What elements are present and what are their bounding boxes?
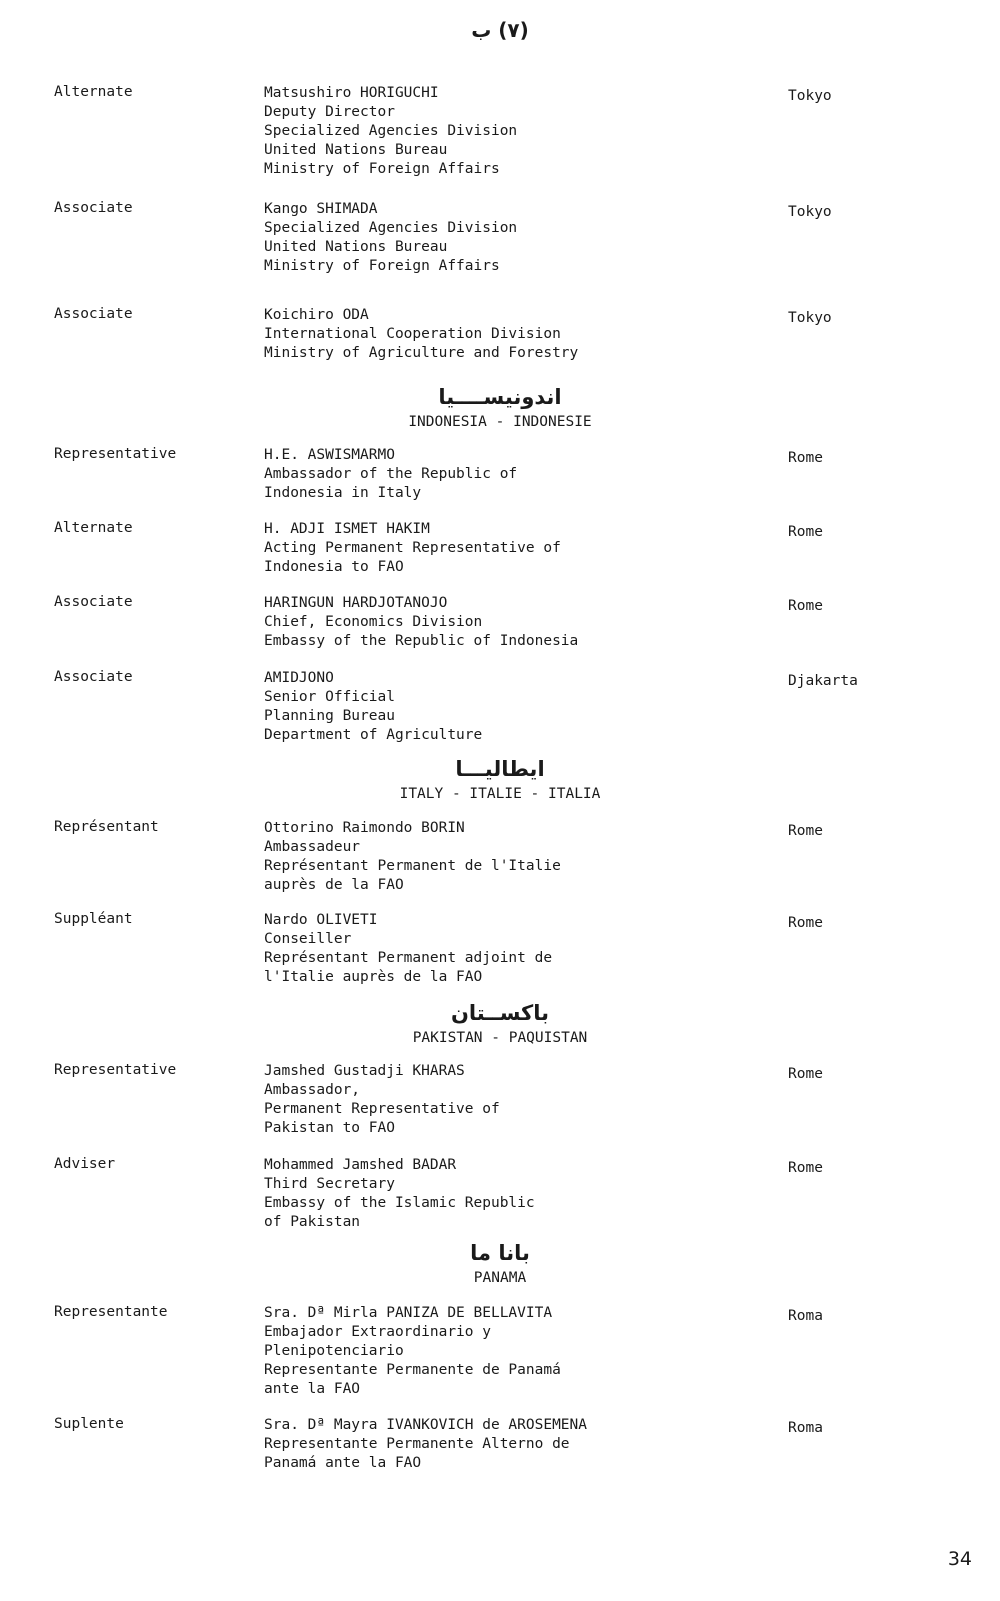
delegate-line: Department of Agriculture (264, 727, 483, 743)
delegate-line: Pakistan to FAO (264, 1120, 395, 1136)
delegate-city: Djakarta (788, 673, 858, 689)
delegate-role: Associate (54, 200, 133, 216)
delegate-details (264, 200, 517, 276)
delegate-details (264, 669, 482, 745)
delegate-details (264, 306, 578, 363)
delegate-name: Ottorino Raimondo BORIN (264, 820, 465, 836)
delegate-line: auprès de la FAO (264, 877, 404, 893)
delegate-name: AMIDJONO (264, 670, 334, 686)
delegate-line: Acting Permanent Representative of (264, 540, 561, 556)
delegate-line: Specialized Agencies Division (264, 123, 518, 139)
delegate-line: Représentant Permanent adjoint de (264, 950, 553, 966)
country-arabic-name: بانا ما (470, 1241, 530, 1265)
delegate-line: Ambassador, (264, 1082, 361, 1098)
delegate-line: Panamá ante la FAO (264, 1455, 422, 1471)
delegate-name: H. ADJI ISMET HAKIM (264, 521, 430, 537)
delegate-line: ante la FAO (264, 1381, 361, 1397)
delegate-city: Rome (788, 450, 823, 466)
country-arabic-name: اندونيســــيا (438, 385, 562, 409)
delegate-city: Rome (788, 915, 823, 931)
delegate-line: Embajador Extraordinario y (264, 1324, 491, 1340)
delegate-line: Conseiller (264, 931, 352, 947)
delegate-line: Senior Official (264, 689, 395, 705)
delegate-line: United Nations Bureau (264, 142, 448, 158)
delegate-line: Representante Permanente de Panamá (264, 1362, 561, 1378)
country-heading-indonesia (0, 384, 1000, 430)
delegate-line: Ministry of Foreign Affairs (264, 161, 500, 177)
delegate-line: Indonesia to FAO (264, 559, 404, 575)
delegate-role: Representative (54, 1062, 177, 1078)
country-heading-panama (0, 1240, 1000, 1286)
delegate-name: H.E. ASWISMARMO (264, 447, 395, 463)
delegate-name: Sra. Dª Mayra IVANKOVICH de AROSEMENA (264, 1417, 588, 1433)
delegate-line: Embassy of the Republic of Indonesia (264, 633, 579, 649)
delegate-line: Ambassador of the Republic of (264, 466, 518, 482)
delegate-details (264, 594, 578, 651)
delegate-line: Permanent Representative of (264, 1101, 500, 1117)
delegate-details (264, 1304, 561, 1399)
country-name: INDONESIA - INDONESIE (408, 414, 592, 430)
delegate-role: Associate (54, 594, 133, 610)
page-header-mark: (٧) ب (471, 18, 529, 42)
delegate-details (264, 520, 561, 577)
delegate-line: Representante Permanente Alterno de (264, 1436, 570, 1452)
delegate-city: Tokyo (788, 88, 832, 104)
delegate-city: Rome (788, 598, 823, 614)
delegate-city: Roma (788, 1420, 823, 1436)
delegate-city: Rome (788, 524, 823, 540)
delegate-line: of Pakistan (264, 1214, 361, 1230)
delegate-details (264, 446, 517, 503)
delegate-city: Roma (788, 1308, 823, 1324)
delegate-role: Associate (54, 306, 133, 322)
delegate-role: Alternate (54, 84, 133, 100)
delegate-name: Jamshed Gustadji KHARAS (264, 1063, 465, 1079)
country-name: PANAMA (473, 1270, 527, 1286)
delegate-name: Sra. Dª Mirla PANIZA DE BELLAVITA (264, 1305, 553, 1321)
delegate-role: Représentant (54, 819, 159, 835)
delegate-role: Representative (54, 446, 177, 462)
delegate-details (264, 84, 517, 179)
delegate-city: Rome (788, 823, 823, 839)
delegate-role: Suppléant (54, 911, 133, 927)
country-heading-italy (0, 756, 1000, 802)
delegate-city: Rome (788, 1160, 823, 1176)
delegate-line: Specialized Agencies Division (264, 220, 518, 236)
delegate-role: Adviser (54, 1156, 116, 1172)
delegate-details (264, 1156, 535, 1232)
delegate-city: Rome (788, 1066, 823, 1082)
delegate-city: Tokyo (788, 204, 832, 220)
delegate-details (264, 911, 552, 987)
delegate-details (264, 1062, 500, 1138)
delegate-city: Tokyo (788, 310, 832, 326)
country-name: ITALY - ITALIE - ITALIA (399, 786, 601, 802)
delegate-line: Plenipotenciario (264, 1343, 404, 1359)
country-heading-pakistan (0, 1000, 1000, 1046)
delegate-line: Ministry of Agriculture and Forestry (264, 345, 579, 361)
country-arabic-name: باكســتان (450, 1001, 550, 1025)
page-number: 34 (947, 1548, 972, 1570)
delegate-name: Kango SHIMADA (264, 201, 378, 217)
delegate-name: Mohammed Jamshed BADAR (264, 1157, 457, 1173)
delegate-details (264, 819, 561, 895)
delegate-line: Third Secretary (264, 1176, 395, 1192)
delegate-line: Ministry of Foreign Affairs (264, 258, 500, 274)
delegate-line: Embassy of the Islamic Republic (264, 1195, 535, 1211)
delegate-line: l'Italie auprès de la FAO (264, 969, 483, 985)
delegate-line: International Cooperation Division (264, 326, 561, 342)
delegate-name: Koichiro ODA (264, 307, 369, 323)
delegate-line: Planning Bureau (264, 708, 395, 724)
delegate-name: HARINGUN HARDJOTANOJO (264, 595, 448, 611)
delegate-name: Nardo OLIVETI (264, 912, 378, 928)
delegate-name: Matsushiro HORIGUCHI (264, 85, 439, 101)
delegate-line: Ambassadeur (264, 839, 361, 855)
delegate-role: Alternate (54, 520, 133, 536)
delegate-line: Deputy Director (264, 104, 395, 120)
delegate-line: Chief, Economics Division (264, 614, 483, 630)
delegate-details (264, 1416, 587, 1473)
delegate-role: Representante (54, 1304, 168, 1320)
delegate-line: United Nations Bureau (264, 239, 448, 255)
delegate-role: Associate (54, 669, 133, 685)
delegate-line: Indonesia in Italy (264, 485, 422, 501)
delegate-line: Représentant Permanent de l'Italie (264, 858, 561, 874)
country-arabic-name: ايطاليـــا (455, 757, 545, 781)
delegate-role: Suplente (54, 1416, 124, 1432)
country-name: PAKISTAN - PAQUISTAN (412, 1030, 588, 1046)
